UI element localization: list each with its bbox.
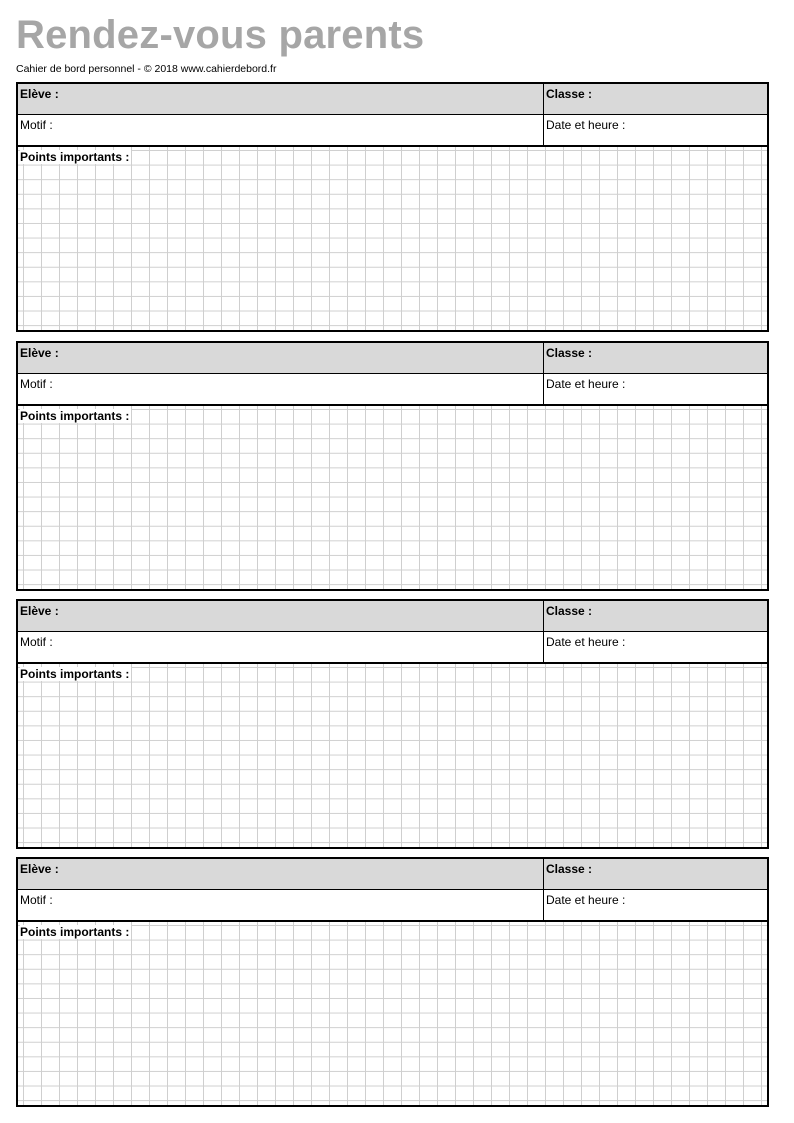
datetime-label: Date et heure :: [546, 893, 626, 907]
student-row: [18, 601, 767, 632]
key-points-label: Points importants :: [20, 409, 130, 423]
meeting-card: [16, 599, 769, 849]
reason-label: Motif :: [20, 635, 53, 649]
notes-grid: [18, 147, 767, 330]
student-label: Elève :: [20, 604, 59, 618]
student-row: [18, 84, 767, 115]
meeting-card: [16, 341, 769, 591]
reason-label: Motif :: [20, 118, 53, 132]
page-subtitle: Cahier de bord personnel - © 2018 www.cahierdebord.fr: [16, 63, 277, 75]
notes-grid: [18, 664, 767, 847]
meeting-card: [16, 857, 769, 1107]
student-row: [18, 343, 767, 374]
reason-row: [18, 115, 767, 147]
reason-label: Motif :: [20, 377, 53, 391]
page-title: Rendez-vous parents: [16, 13, 425, 57]
reason-label: Motif :: [20, 893, 53, 907]
reason-row: [18, 374, 767, 406]
key-points-label: Points importants :: [20, 667, 130, 681]
column-divider: [543, 115, 544, 145]
student-label: Elève :: [20, 346, 59, 360]
column-divider: [543, 84, 544, 114]
column-divider: [543, 632, 544, 662]
column-divider: [543, 374, 544, 404]
key-points-label: Points importants :: [20, 925, 130, 939]
student-label: Elève :: [20, 862, 59, 876]
student-row: [18, 859, 767, 890]
meeting-card: [16, 82, 769, 332]
notes-grid: [18, 922, 767, 1105]
class-label: Classe :: [546, 604, 593, 618]
class-label: Classe :: [546, 862, 593, 876]
reason-row: [18, 890, 767, 922]
class-label: Classe :: [546, 346, 593, 360]
column-divider: [543, 343, 544, 373]
student-label: Elève :: [20, 87, 59, 101]
notes-grid: [18, 406, 767, 589]
column-divider: [543, 601, 544, 631]
datetime-label: Date et heure :: [546, 118, 626, 132]
class-label: Classe :: [546, 87, 593, 101]
datetime-label: Date et heure :: [546, 377, 626, 391]
key-points-label: Points importants :: [20, 150, 130, 164]
column-divider: [543, 859, 544, 889]
datetime-label: Date et heure :: [546, 635, 626, 649]
reason-row: [18, 632, 767, 664]
column-divider: [543, 890, 544, 920]
